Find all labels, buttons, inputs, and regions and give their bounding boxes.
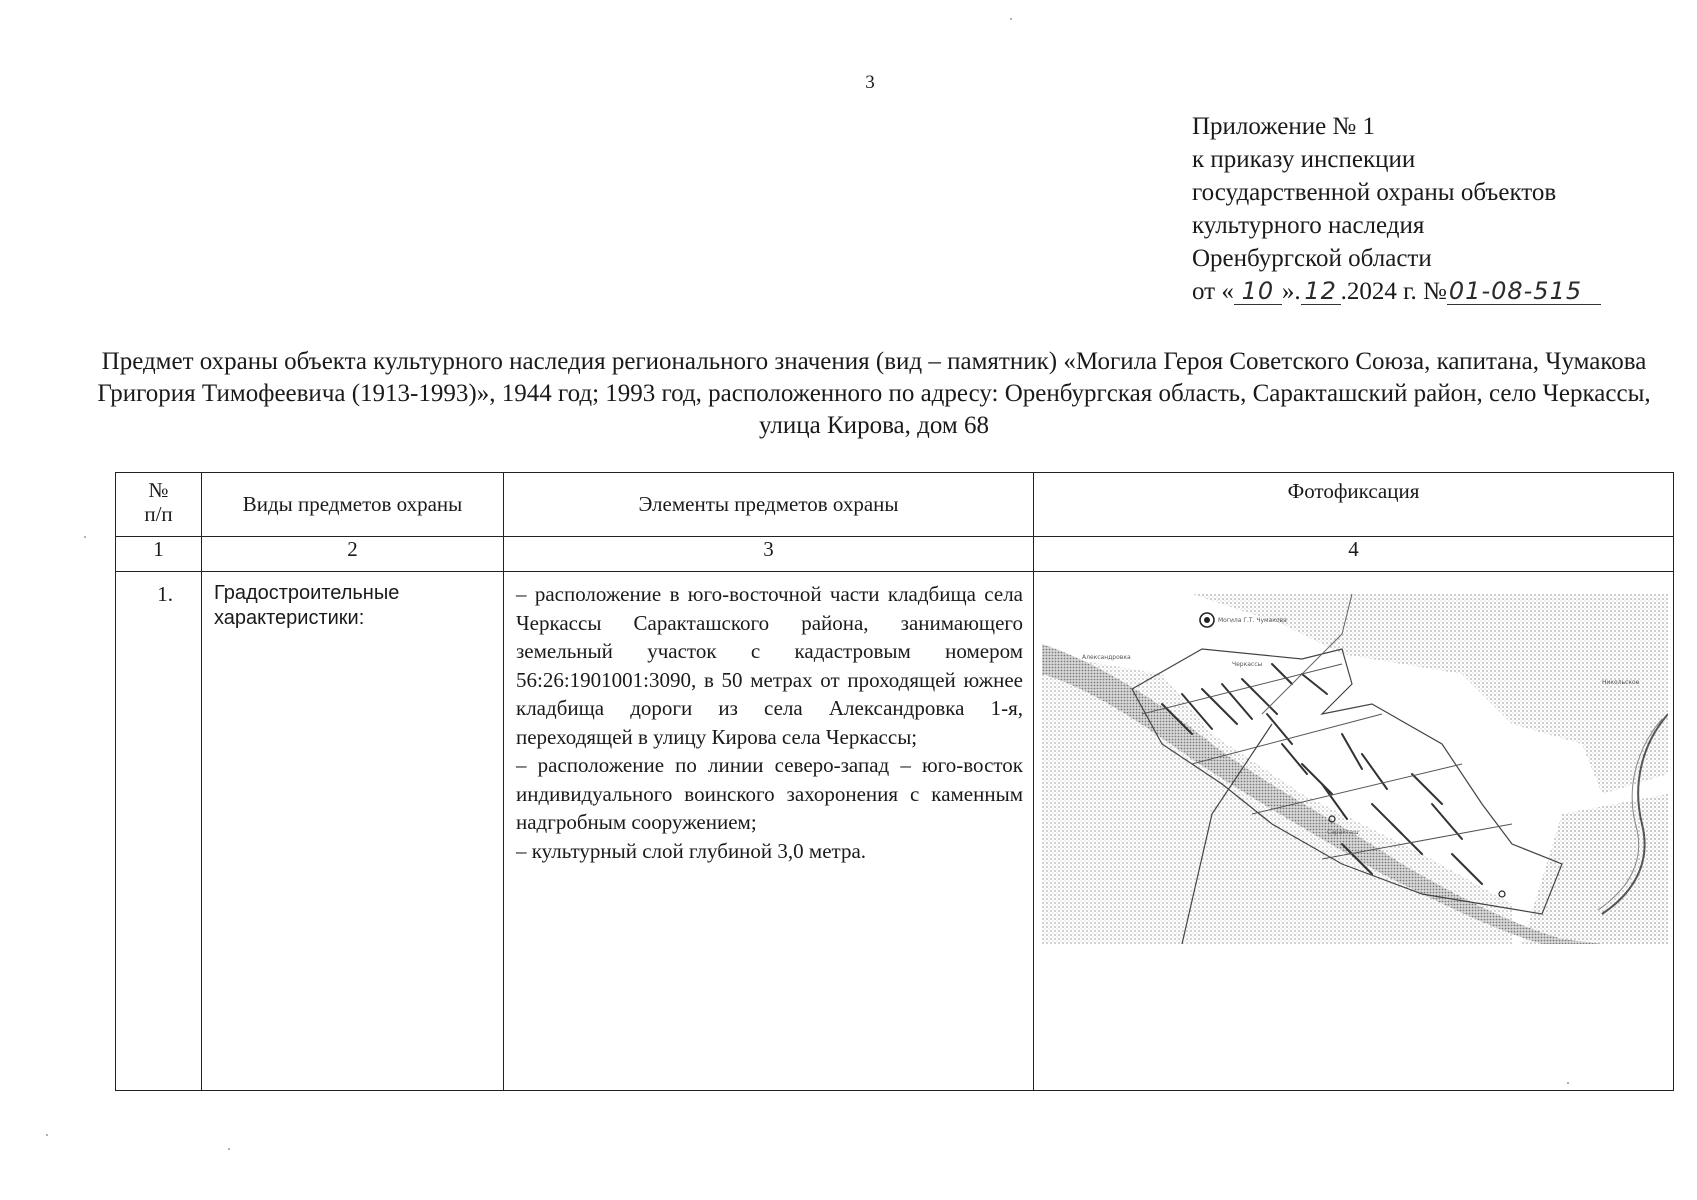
location-map bbox=[1042, 594, 1668, 944]
date-month-handwritten: 12 bbox=[1301, 278, 1341, 305]
date-year: .2024 г. № bbox=[1340, 278, 1447, 305]
row-type: Градостроительные характеристики: bbox=[202, 572, 504, 1091]
order-number-handwritten: 01-08-515 bbox=[1447, 278, 1601, 305]
scan-speck bbox=[46, 1134, 48, 1136]
element-item: – расположение по линии северо-запад – юго-восток индивидуального воинского захоронения с каменным надгробным сооружением; bbox=[516, 753, 1023, 834]
appendix-line-4: культурного наследия bbox=[1192, 212, 1425, 239]
column-index-3: 3 bbox=[504, 537, 1034, 572]
appendix-line-2: к приказу инспекции bbox=[1192, 146, 1416, 173]
scan-speck bbox=[1010, 18, 1012, 20]
map-place-label: Черкассы bbox=[1232, 661, 1263, 668]
column-index-1: 1 bbox=[116, 537, 202, 572]
column-index-2: 2 bbox=[202, 537, 504, 572]
header-number-line-1: № bbox=[148, 478, 169, 502]
appendix-line-1: Приложение № 1 bbox=[1192, 113, 1376, 140]
header-photo: Фотофиксация bbox=[1034, 473, 1674, 537]
map-place-label: Александровка bbox=[1082, 654, 1131, 661]
date-day-handwritten: 10 bbox=[1234, 278, 1282, 305]
element-item: – культурный слой глубиной 3,0 метра. bbox=[516, 838, 867, 863]
row-elements bbox=[504, 572, 1034, 1091]
date-prefix: от « bbox=[1192, 278, 1234, 305]
row-photo bbox=[1034, 572, 1674, 1091]
header-types: Виды предметов охраны bbox=[202, 473, 504, 537]
map-place-label: Никольское bbox=[1602, 679, 1640, 686]
scan-speck bbox=[228, 1148, 230, 1150]
header-elements: Элементы предметов охраны bbox=[504, 473, 1034, 537]
scan-speck bbox=[1567, 1082, 1569, 1084]
table-row bbox=[116, 572, 1674, 1091]
map-image bbox=[1042, 594, 1668, 944]
header-number-line-2: п/п bbox=[144, 502, 173, 526]
appendix-date-line bbox=[1192, 275, 1662, 308]
page-number: 3 bbox=[865, 72, 875, 93]
document-title: Предмет охраны объекта культурного наследия регионального значения (вид – памятник) «Могила Героя Советского Союза, капитана, Чумакова Григория Тимофеевича (1913-1993)», 1944 год; 1993 год, расположенного по адресу: Оренбургская область, Саракташский район, село Черкассы, улица Кирова, дом 68 bbox=[97, 348, 1651, 439]
scan-speck bbox=[84, 536, 86, 538]
protection-table bbox=[115, 472, 1674, 1091]
element-item: – расположение в юго-восточной части кладбища села Черкассы Саракташского района, занимающего земельный участок с кадастровым номером 56:26:1901001:3090, в 50 метрах от проходящей южнее кладбища дороги из села Александровка 1-я, переходящей в улицу Кирова села Черкассы; bbox=[516, 582, 1023, 749]
row-number: 1. bbox=[116, 572, 202, 1091]
column-index-4: 4 bbox=[1034, 537, 1674, 572]
date-mid: ». bbox=[1281, 278, 1301, 305]
appendix-line-5: Оренбургской области bbox=[1192, 245, 1432, 272]
header-number bbox=[116, 473, 202, 537]
appendix-line-3: государственной охраны объектов bbox=[1192, 179, 1557, 206]
appendix-block bbox=[1192, 110, 1662, 308]
map-place-label: Саракташ bbox=[1327, 829, 1359, 836]
map-legend-label: Могила Г.Т. Чумакова bbox=[1218, 617, 1287, 624]
